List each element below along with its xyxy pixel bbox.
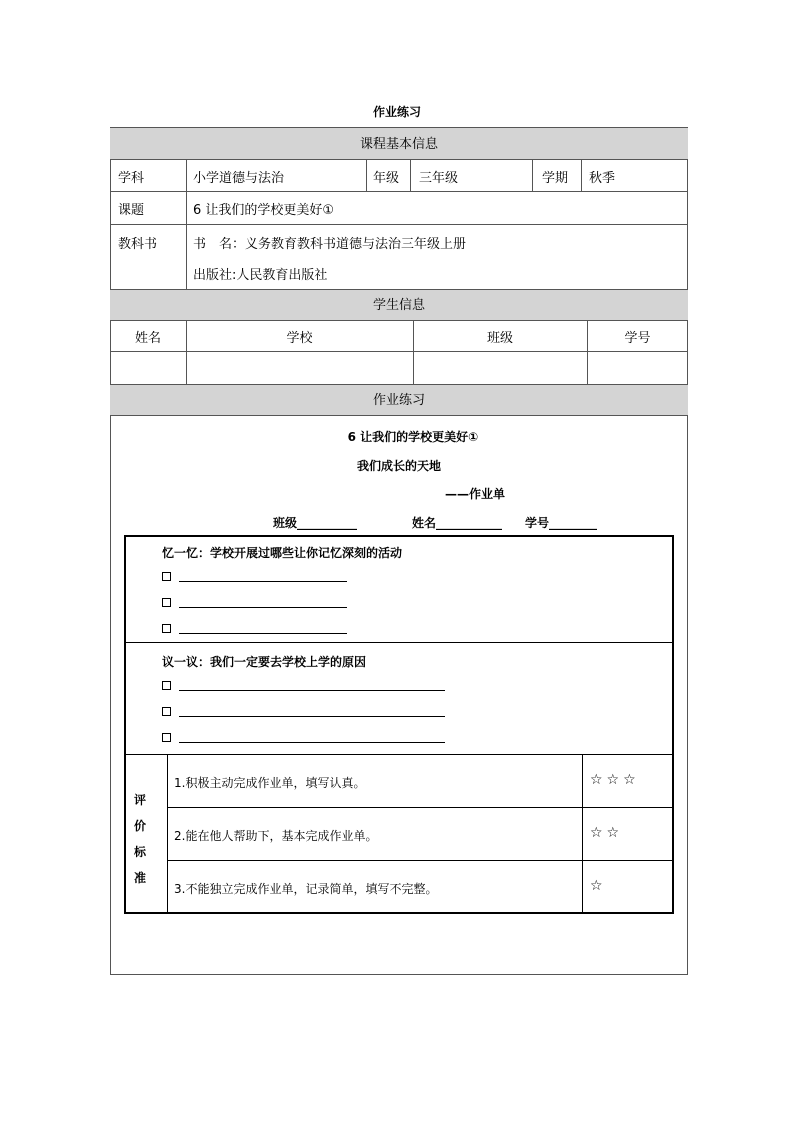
answer-line[interactable] bbox=[179, 597, 347, 608]
lesson-subtitle: 我们成长的天地 bbox=[356, 459, 441, 473]
student-input-row bbox=[110, 352, 688, 384]
eval-item-1-text: 1.积极主动完成作业单，填写认真。 bbox=[174, 776, 366, 790]
answer-line[interactable] bbox=[179, 680, 445, 691]
student-number-cell[interactable] bbox=[588, 352, 688, 384]
answer-line[interactable] bbox=[179, 571, 347, 582]
eval-label-char: 价 bbox=[134, 819, 147, 833]
eval-item-3-stars: ☆ bbox=[590, 878, 607, 894]
eval-label-char: 评 bbox=[134, 793, 147, 807]
q2-answer-2[interactable] bbox=[162, 706, 445, 717]
topic-row bbox=[110, 192, 688, 225]
eval-item-2-stars: ☆☆ bbox=[590, 825, 624, 841]
eval-label bbox=[134, 787, 150, 891]
q1-answer-2[interactable] bbox=[162, 597, 347, 608]
name-field[interactable]: 姓名___________ bbox=[412, 516, 503, 530]
textbook-row bbox=[110, 225, 688, 289]
textbook-name: 书 名：义务教育教科书道德与法治三年级上册 bbox=[193, 237, 467, 252]
term-value: 秋季 bbox=[589, 170, 616, 186]
course-info-header-label: 课程基本信息 bbox=[359, 137, 438, 152]
student-class-cell[interactable] bbox=[414, 352, 587, 384]
checkbox-icon[interactable] bbox=[162, 624, 171, 633]
answer-line[interactable] bbox=[179, 706, 445, 717]
textbook-publisher: 出版社:人民教育出版社 bbox=[193, 268, 328, 283]
student-columns-row bbox=[110, 321, 688, 352]
subject-value: 小学道德与法治 bbox=[193, 170, 285, 186]
grade-value: 三年级 bbox=[419, 170, 459, 186]
answer-line[interactable] bbox=[179, 623, 347, 634]
student-info-header bbox=[110, 289, 688, 321]
eval-item-3-text: 3.不能独立完成作业单，记录简单，填写不完整。 bbox=[174, 882, 438, 896]
q1-title: 忆一忆：学校开展过哪些让你记忆深刻的活动 bbox=[162, 546, 403, 560]
student-name-cell[interactable] bbox=[110, 352, 186, 384]
course-info-header bbox=[110, 127, 688, 160]
q1-answer-3[interactable] bbox=[162, 623, 347, 634]
checkbox-icon[interactable] bbox=[162, 681, 171, 690]
sheet-label: ——作业单 bbox=[445, 487, 506, 501]
divider bbox=[126, 754, 672, 755]
student-col-name: 姓名 bbox=[134, 331, 161, 346]
eval-label-char: 准 bbox=[134, 871, 147, 885]
student-col-class: 班级 bbox=[486, 331, 513, 346]
checkbox-icon[interactable] bbox=[162, 733, 171, 742]
document-title: 作业练习 bbox=[372, 105, 421, 119]
class-field[interactable]: 班级__________ bbox=[273, 516, 358, 530]
term-label: 学期 bbox=[542, 170, 569, 186]
textbook-label: 教科书 bbox=[118, 237, 158, 252]
topic-label: 课题 bbox=[118, 203, 145, 218]
student-school-cell[interactable] bbox=[187, 352, 413, 384]
eval-label-char: 标 bbox=[134, 845, 147, 859]
subject-row bbox=[110, 160, 688, 192]
student-col-number: 学号 bbox=[624, 331, 651, 346]
exercise-header bbox=[110, 384, 688, 416]
subject-label: 学科 bbox=[118, 170, 145, 186]
q2-answer-3[interactable] bbox=[162, 732, 445, 743]
eval-item-1-stars: ☆☆☆ bbox=[590, 772, 640, 788]
divider bbox=[126, 642, 672, 643]
number-field[interactable]: 学号________ bbox=[525, 516, 598, 530]
checkbox-icon[interactable] bbox=[162, 598, 171, 607]
checkbox-icon[interactable] bbox=[162, 572, 171, 581]
checkbox-icon[interactable] bbox=[162, 707, 171, 716]
topic-value: 6 让我们的学校更美好① bbox=[193, 203, 335, 218]
student-col-school: 学校 bbox=[286, 331, 313, 346]
eval-item-2-text: 2.能在他人帮助下，基本完成作业单。 bbox=[174, 829, 378, 843]
lesson-title: 6 让我们的学校更美好① bbox=[347, 430, 479, 444]
q2-answer-1[interactable] bbox=[162, 680, 445, 691]
q1-answer-1[interactable] bbox=[162, 571, 347, 582]
student-info-header-label: 学生信息 bbox=[372, 298, 425, 313]
exercise-header-label: 作业练习 bbox=[372, 393, 425, 408]
worksheet-box bbox=[124, 535, 674, 914]
q2-title: 议一议：我们一定要去学校上学的原因 bbox=[162, 655, 367, 669]
grade-label: 年级 bbox=[373, 170, 400, 186]
answer-line[interactable] bbox=[179, 732, 445, 743]
